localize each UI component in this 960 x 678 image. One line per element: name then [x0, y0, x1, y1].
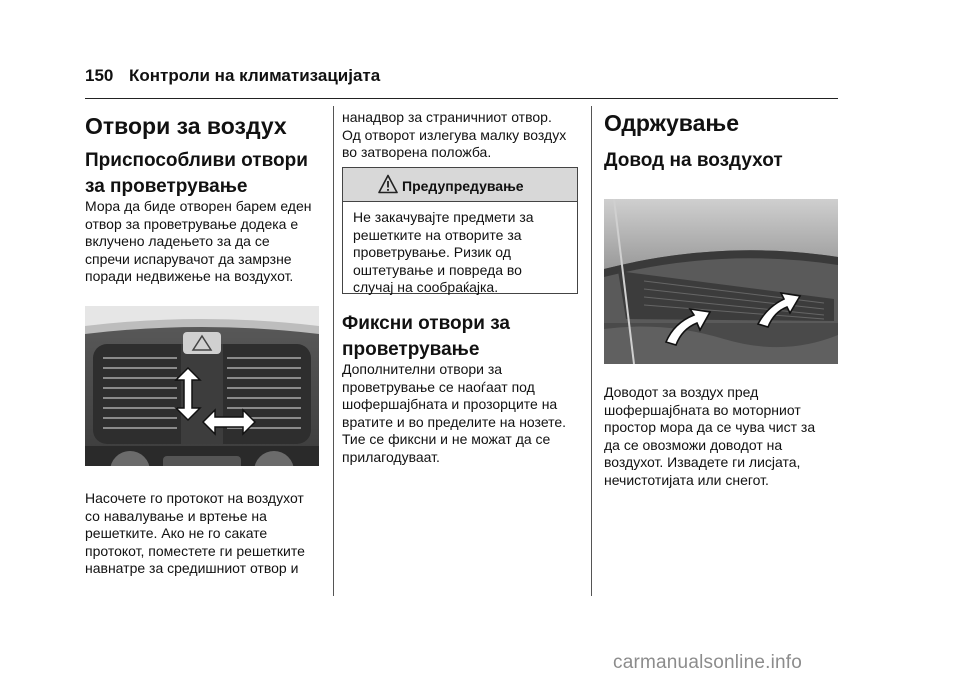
text-line: решетките на отворите за: [353, 226, 522, 243]
text-line: отвор за проветрување додека е: [85, 215, 299, 232]
paragraph: [342, 361, 566, 467]
column-separator: [591, 106, 592, 596]
text-line: случај на сообраќајка.: [353, 279, 499, 296]
text-line: да се овозможи доводот на: [604, 436, 783, 453]
text-line: вратите и во пределите на нозете.: [342, 413, 567, 430]
warning-triangle-icon: [378, 174, 398, 194]
column-separator: [333, 106, 334, 596]
text-line: Дополнителни отвори за: [342, 361, 503, 377]
warning-label: Предупредување: [402, 178, 524, 194]
text-line: Мора да биде отворен барем еден: [85, 198, 312, 214]
section-heading: Отвори за воздух: [85, 113, 287, 139]
text-line: Не закачувајте предмети за: [353, 209, 534, 225]
text-line: Насочете го протокот на воздухот: [85, 490, 304, 506]
text-line: Доводот за воздух пред: [604, 384, 759, 400]
text-line: нечистотијата или снегот.: [604, 471, 769, 488]
text-line: шофершајбната во моторниот: [604, 401, 801, 418]
paragraph: [85, 198, 311, 286]
page-number: 150: [85, 66, 114, 85]
section-title: Контроли на климатизацијата: [129, 66, 381, 85]
text-line: нанадвор за страничниот отвор.: [342, 109, 552, 125]
text-line: шофершајбната и прозорците на: [342, 396, 558, 413]
heading-line: за проветрување: [85, 176, 248, 197]
text-line: воздухот. Извадете ги лисјата,: [604, 454, 801, 471]
header-rule: [85, 98, 838, 99]
heading-line: Фиксни отвори за: [342, 313, 510, 334]
vents-photo: [85, 306, 319, 471]
subsection-heading: [342, 311, 510, 363]
text-line: оштетување и повреда во: [353, 261, 522, 278]
paragraph: [85, 490, 305, 578]
text-line: прилагодуваат.: [342, 448, 440, 465]
text-line: поради недвижење на воздухот.: [85, 268, 294, 285]
warning-header: [343, 168, 577, 202]
text-line: протокот, поместете ги решетките: [85, 542, 305, 559]
text-line: вклучено ладењето за да се: [85, 233, 270, 250]
section-heading: Одржување: [604, 110, 740, 136]
text-line: во затворена положба.: [342, 144, 492, 161]
text-line: Тие се фиксни и не можат да се: [342, 431, 551, 448]
text-line: простор мора да се чува чист за: [604, 419, 816, 436]
text-line: проветрување. Ризик од: [353, 244, 511, 261]
text-line: спречи испарувачот да замрзне: [85, 250, 292, 267]
text-line: Од отворот излегува малку воздух: [342, 126, 567, 143]
text-line: навнатре за средишниот отвор и: [85, 560, 299, 577]
text-line: проветрување се наоѓаат под: [342, 378, 535, 395]
watermark: carmanualsonline.info: [613, 652, 803, 673]
text-line: решетките. Ако не го сакате: [85, 525, 268, 542]
paragraph: [342, 109, 566, 162]
warning-box: [342, 167, 578, 294]
heading-line: проветрување: [342, 339, 480, 360]
subsection-heading: Довод на воздухот: [604, 150, 783, 171]
air-intake-photo: [604, 199, 838, 364]
warning-text: [353, 209, 534, 297]
heading-line: Приспособливи отвори: [85, 150, 308, 171]
text-line: со навалување и вртење на: [85, 507, 267, 524]
subsection-heading: [85, 148, 308, 200]
paragraph: [604, 384, 815, 490]
